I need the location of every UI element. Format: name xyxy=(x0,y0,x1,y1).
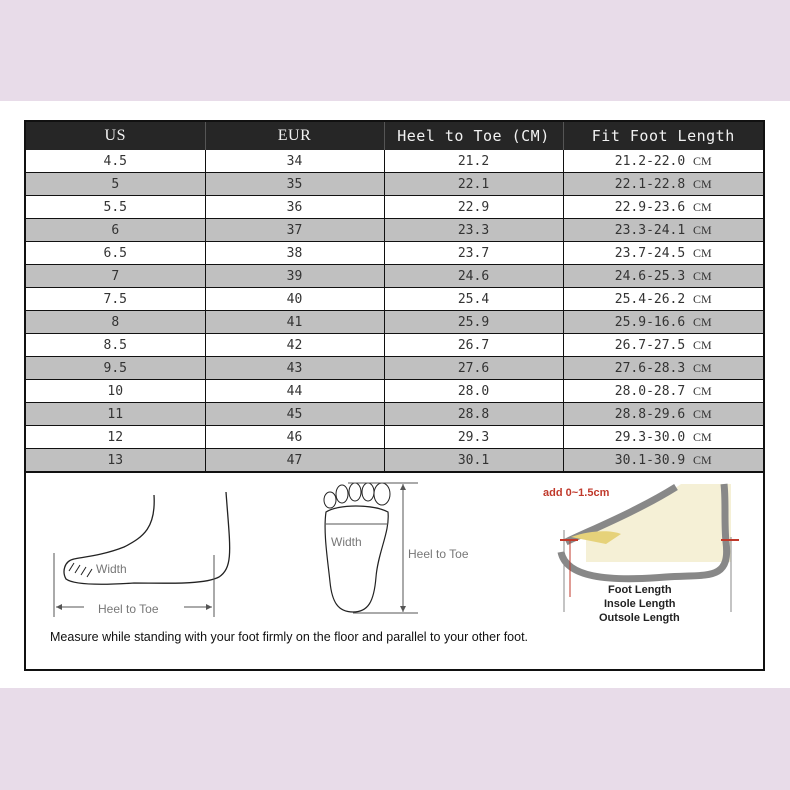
table-row xyxy=(26,196,763,219)
cell-heel-to-toe: 22.1 xyxy=(384,173,563,196)
table-header-row xyxy=(26,122,763,150)
unit-label: CM xyxy=(693,337,712,352)
cell-heel-to-toe: 23.3 xyxy=(384,219,563,242)
cell-eur: 46 xyxy=(205,426,384,449)
side-foot-diagram xyxy=(44,467,244,617)
cell-us: 12 xyxy=(26,426,205,449)
table-row xyxy=(26,242,763,265)
cell-heel-to-toe: 21.2 xyxy=(384,150,563,173)
header-us: US xyxy=(26,122,205,150)
sole-heel-to-toe-label: Heel to Toe xyxy=(408,547,469,561)
cell-us: 10 xyxy=(26,380,205,403)
unit-label: CM xyxy=(693,245,712,260)
cell-fit-foot-length: 25.4-26.2 CM xyxy=(563,288,763,311)
cell-heel-to-toe: 28.8 xyxy=(384,403,563,426)
cell-heel-to-toe: 23.7 xyxy=(384,242,563,265)
cell-eur: 45 xyxy=(205,403,384,426)
cell-eur: 43 xyxy=(205,357,384,380)
unit-label: CM xyxy=(693,429,712,444)
cell-fit-foot-length: 23.7-24.5 CM xyxy=(563,242,763,265)
cell-fit-foot-length: 21.2-22.0 CM xyxy=(563,150,763,173)
cell-eur: 42 xyxy=(205,334,384,357)
header-eur: EUR xyxy=(205,122,384,150)
table-row xyxy=(26,173,763,196)
cell-heel-to-toe: 25.9 xyxy=(384,311,563,334)
unit-label: CM xyxy=(693,383,712,398)
cell-fit-foot-length: 24.6-25.3 CM xyxy=(563,265,763,288)
unit-label: CM xyxy=(693,268,712,283)
cell-us: 7 xyxy=(26,265,205,288)
unit-label: CM xyxy=(693,406,712,421)
cell-eur: 47 xyxy=(205,449,384,473)
cell-fit-foot-length: 27.6-28.3 CM xyxy=(563,357,763,380)
cell-fit-foot-length: 28.8-29.6 CM xyxy=(563,403,763,426)
cell-eur: 44 xyxy=(205,380,384,403)
table-row xyxy=(26,403,763,426)
cell-us: 5 xyxy=(26,173,205,196)
cell-us: 4.5 xyxy=(26,150,205,173)
side-heel-to-toe-label: Heel to Toe xyxy=(98,602,159,616)
unit-label: CM xyxy=(693,291,712,306)
insole-length-label: Insole Length xyxy=(604,598,676,610)
cell-fit-foot-length: 25.9-16.6 CM xyxy=(563,311,763,334)
cell-fit-foot-length: 26.7-27.5 CM xyxy=(563,334,763,357)
table-row xyxy=(26,311,763,334)
unit-label: CM xyxy=(693,176,712,191)
foot-length-label: Foot Length xyxy=(608,584,672,596)
cell-fit-foot-length: 22.9-23.6 CM xyxy=(563,196,763,219)
cell-eur: 34 xyxy=(205,150,384,173)
table-row xyxy=(26,219,763,242)
cell-us: 5.5 xyxy=(26,196,205,219)
table-row xyxy=(26,265,763,288)
outsole-length-label: Outsole Length xyxy=(599,612,680,624)
size-chart-frame xyxy=(24,120,765,671)
measurement-diagrams xyxy=(26,467,763,667)
cell-us: 8 xyxy=(26,311,205,334)
cell-heel-to-toe: 27.6 xyxy=(384,357,563,380)
cell-fit-foot-length: 23.3-24.1 CM xyxy=(563,219,763,242)
table-row xyxy=(26,380,763,403)
cell-eur: 38 xyxy=(205,242,384,265)
cell-eur: 36 xyxy=(205,196,384,219)
table-row xyxy=(26,357,763,380)
cell-heel-to-toe: 24.6 xyxy=(384,265,563,288)
header-fit-foot-length: Fit Foot Length xyxy=(563,122,763,150)
cell-fit-foot-length: 28.0-28.7 CM xyxy=(563,380,763,403)
cell-us: 8.5 xyxy=(26,334,205,357)
table-row xyxy=(26,288,763,311)
cell-fit-foot-length: 30.1-30.9 CM xyxy=(563,449,763,473)
cell-heel-to-toe: 30.1 xyxy=(384,449,563,473)
table-row xyxy=(26,426,763,449)
cell-eur: 37 xyxy=(205,219,384,242)
cell-us: 13 xyxy=(26,449,205,473)
unit-label: CM xyxy=(693,153,712,168)
header-heel-to-toe: Heel to Toe (CM) xyxy=(384,122,563,150)
cell-fit-foot-length: 29.3-30.0 CM xyxy=(563,426,763,449)
size-table xyxy=(26,122,763,473)
cell-us: 6.5 xyxy=(26,242,205,265)
cell-eur: 41 xyxy=(205,311,384,334)
cell-us: 11 xyxy=(26,403,205,426)
cell-fit-foot-length: 22.1-22.8 CM xyxy=(563,173,763,196)
cell-heel-to-toe: 28.0 xyxy=(384,380,563,403)
sole-width-label: Width xyxy=(331,535,362,549)
cell-heel-to-toe: 26.7 xyxy=(384,334,563,357)
add-allowance-label: add 0~1.5cm xyxy=(543,487,610,499)
cell-us: 7.5 xyxy=(26,288,205,311)
cell-eur: 40 xyxy=(205,288,384,311)
unit-label: CM xyxy=(693,360,712,375)
cell-eur: 39 xyxy=(205,265,384,288)
cell-heel-to-toe: 29.3 xyxy=(384,426,563,449)
unit-label: CM xyxy=(693,314,712,329)
cell-heel-to-toe: 22.9 xyxy=(384,196,563,219)
cell-us: 9.5 xyxy=(26,357,205,380)
table-row xyxy=(26,334,763,357)
cell-heel-to-toe: 25.4 xyxy=(384,288,563,311)
measurement-note: Measure while standing with your foot firmly on the floor and parallel to your other foot. xyxy=(50,630,529,644)
cell-us: 6 xyxy=(26,219,205,242)
unit-label: CM xyxy=(693,222,712,237)
unit-label: CM xyxy=(693,199,712,214)
cell-eur: 35 xyxy=(205,173,384,196)
unit-label: CM xyxy=(693,452,712,467)
table-row xyxy=(26,150,763,173)
side-width-label: Width xyxy=(96,562,127,576)
